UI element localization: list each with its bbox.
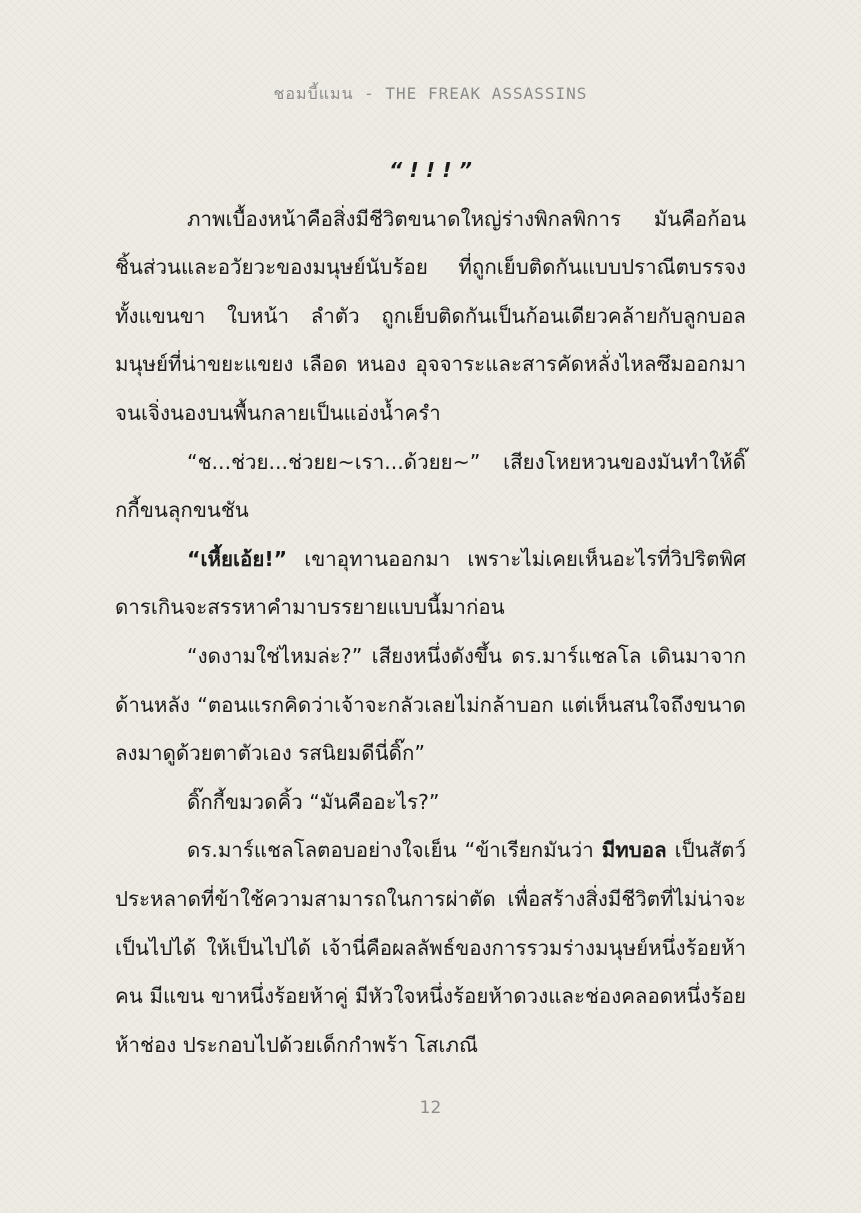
- paragraph-6-text-b: เป็นสัตว์ประหลาดที่ข้าใช้ความสามารถในการผ่าตัด เพื่อสร้างสิ่งมีชีวิตที่ไม่น่าจะเป็นไปได้ ให้เป็นไปได้ เจ้านี่คือผลลัพธ์ของการรวมร่างมนุษย์หนึ่งร้อยห้าคน มีแขน ขาหนึ่งร้อยห้าคู่ มีหัวใจหนึ่งร้อยห้าดวงและช่องคลอดหนึ่งร้อยห้าช่อง ประกอบไปด้วยเด็กกำพร้า โสเภณี: [115, 838, 747, 1057]
- paragraph-2: “ช...ช่วย...ช่วยย~เรา...ด้วยย~” เสียงโหยหวนของมันทำให้ดิ๊กกี้ขนลุกขนชัน: [115, 449, 746, 523]
- chapter-body: [115, 146, 746, 1069]
- paragraph-3: [115, 535, 746, 632]
- paragraph-5: ดิ๊กกี้ขมวดคิ้ว “มันคืออะไร?”: [187, 789, 440, 814]
- paragraph-3-bold: “เหี้ยเอ้ย!”: [187, 546, 288, 571]
- running-header: ชอมบี้แมน - THE FREAK ASSASSINS: [273, 84, 588, 103]
- paragraph-6-text-a: ดร.มาร์แชลโลตอบอย่างใจเย็น “ข้าเรียกมันว่า: [187, 838, 602, 863]
- paragraph-1: ภาพเบื้องหน้าคือสิ่งมีชีวิตขนาดใหญ่ร่างพิกลพิการ มันคือก้อนชิ้นส่วนและอวัยวะของมนุษย์นับร้อย ที่ถูกเย็บติดกันแบบปราณีตบรรจง ทั้งแขนขา ใบหน้า ลำตัว ถูกเย็บติดกันเป็นก้อนเดียวคล้ายกับลูกบอลมนุษย์ที่น่าขยะแขยง เลือด หนอง อุจจาระและสารคัดหลั่งไหลซึมออกมา จนเจิ่งนองบนพื้นกลายเป็นแอ่งน้ำครำ: [115, 206, 746, 425]
- paragraph-3-text: เขาอุทานออกมา เพราะไม่เคยเห็นอะไรที่วิปริตพิศดารเกินจะสรรหาคำมาบรรยายแบบนี้มาก่อน: [115, 546, 746, 620]
- paragraph-6-bold: มีทบอล: [601, 838, 667, 863]
- exclamation-line: “ ! ! ! ”: [388, 158, 472, 182]
- paragraph-4: “งดงามใช่ไหมล่ะ?” เสียงหนึ่งดังขึ้น ดร.มาร์แชลโล เดินมาจากด้านหลัง “ตอนแรกคิดว่าเจ้าจะกลัวเลยไม่กล้าบอก แต่เห็นสนใจถึงขนาดลงมาดูด้วยตาตัวเอง รสนิยมดีนี่ดิ๊ก”: [115, 643, 746, 766]
- page-number: 12: [419, 1098, 442, 1118]
- paragraph-6: [115, 826, 746, 1069]
